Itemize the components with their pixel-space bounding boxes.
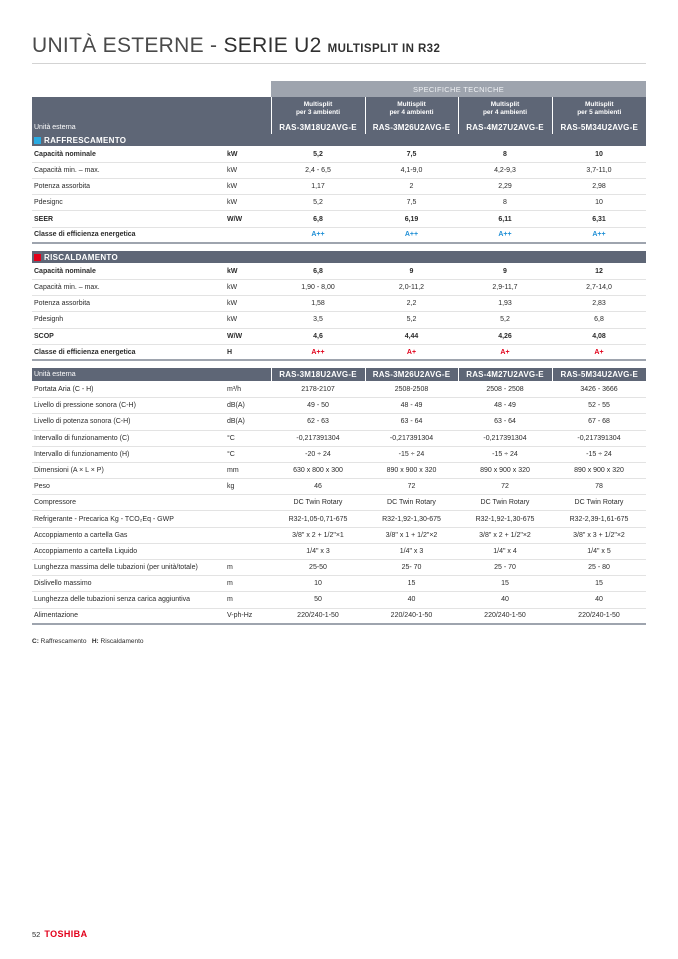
table-row [32, 179, 646, 195]
row-value: 5,2 [365, 312, 458, 328]
table-row [32, 146, 646, 162]
legend-h-key: H: [91, 638, 99, 645]
column-type [552, 97, 646, 121]
table-row [32, 527, 646, 543]
row-unit [225, 495, 271, 511]
row-value: 25 - 80 [552, 560, 646, 576]
row-value: 3/8" x 2 + 1/2"×2 [458, 527, 552, 543]
row-label: Intervallo di funzionamento (C) [32, 430, 225, 446]
row-label: Capacità min. – max. [32, 280, 225, 296]
row-value: A+ [365, 344, 458, 360]
row-value: 63 - 64 [365, 414, 458, 430]
model-name: RAS-3M18U2AVG-E [271, 368, 365, 381]
row-value: 12 [552, 263, 646, 279]
row-label: Potenza assorbita [32, 296, 225, 312]
row-unit: kW [225, 296, 271, 312]
table-row [32, 560, 646, 576]
row-value: 3/8" x 1 + 1/2"×2 [365, 527, 458, 543]
row-unit: °C [225, 446, 271, 462]
row-value: 5,2 [271, 195, 365, 211]
row-unit: m [225, 576, 271, 592]
table-row [32, 430, 646, 446]
title-series: SERIE U2 [223, 34, 322, 57]
row-value: 630 x 800 x 300 [271, 462, 365, 478]
spec-header-row [32, 81, 646, 97]
row-value: R32-2,39-1,61-675 [552, 511, 646, 527]
row-label: SEER [32, 211, 225, 227]
units-header-row [32, 121, 646, 134]
row-value: 48 - 49 [365, 398, 458, 414]
spacer-cell [32, 360, 646, 368]
title-prefix: UNITÀ ESTERNE - [32, 34, 224, 57]
row-unit: °C [225, 430, 271, 446]
model-name: RAS-3M26U2AVG-E [365, 368, 458, 381]
row-value: 72 [458, 479, 552, 495]
row-value: 50 [271, 592, 365, 608]
row-value: 25- 70 [365, 560, 458, 576]
row-value: 6,19 [365, 211, 458, 227]
row-value: 15 [365, 576, 458, 592]
row-value: 40 [365, 592, 458, 608]
table-row [32, 211, 646, 227]
row-unit: kg [225, 479, 271, 495]
row-value: 2508 - 2508 [458, 381, 552, 397]
units-header-row [32, 368, 646, 381]
row-unit: m [225, 592, 271, 608]
row-label: Dimensioni (A × L × P) [32, 462, 225, 478]
row-value: A+ [552, 344, 646, 360]
model-name: RAS-4M27U2AVG-E [458, 368, 552, 381]
row-value: 62 - 63 [271, 414, 365, 430]
row-value: 4,2-9,3 [458, 162, 552, 178]
legend-h-text: Riscaldamento [100, 638, 144, 645]
row-value: 1/4" x 3 [271, 543, 365, 559]
model-name: RAS-4M27U2AVG-E [458, 121, 552, 134]
row-value: A++ [458, 227, 552, 243]
cooling-section-title: RAFFRESCAMENTO [44, 135, 127, 145]
legend-c-text: Raffrescamento [40, 638, 87, 645]
heating-square-icon [34, 254, 41, 261]
model-name: RAS-5M34U2AVG-E [552, 121, 646, 134]
row-value: A++ [271, 344, 365, 360]
row-value: 6,31 [552, 211, 646, 227]
row-value: 2,29 [458, 179, 552, 195]
row-value: 10 [552, 146, 646, 162]
row-value: 220/240-1-50 [552, 608, 646, 624]
row-value: 78 [552, 479, 646, 495]
table-row [32, 344, 646, 360]
row-value: 4,08 [552, 328, 646, 344]
row-value: 1/4" x 4 [458, 543, 552, 559]
table-row [32, 543, 646, 559]
row-label: Pdesignc [32, 195, 225, 211]
column-type-line2: per 3 ambienti [295, 109, 341, 117]
row-unit: kW [225, 162, 271, 178]
row-value: 6,8 [552, 312, 646, 328]
row-value: A++ [552, 227, 646, 243]
row-label: Capacità nominale [32, 263, 225, 279]
table-row [32, 495, 646, 511]
column-type [458, 97, 552, 121]
row-label: Livello di potenza sonora (C-H) [32, 414, 225, 430]
table-row [32, 576, 646, 592]
row-unit: m [225, 560, 271, 576]
row-label: Potenza assorbita [32, 179, 225, 195]
row-unit: kW [225, 179, 271, 195]
row-value: 4,44 [365, 328, 458, 344]
row-value: 4,26 [458, 328, 552, 344]
row-value: 1,93 [458, 296, 552, 312]
row-value: 220/240-1-50 [458, 608, 552, 624]
row-value: A+ [458, 344, 552, 360]
title-divider [32, 63, 646, 64]
row-value: 15 [552, 576, 646, 592]
row-value: 9 [458, 263, 552, 279]
row-unit [225, 527, 271, 543]
row-unit: kW [225, 263, 271, 279]
row-value: 67 - 68 [552, 414, 646, 430]
row-value: -20 ÷ 24 [271, 446, 365, 462]
row-value: 2178-2107 [271, 381, 365, 397]
row-value: -0,217391304 [271, 430, 365, 446]
row-label: Classe di efficienza energetica [32, 227, 225, 243]
row-value: 8 [458, 146, 552, 162]
cooling-square-icon [34, 137, 41, 144]
row-unit: kW [225, 146, 271, 162]
row-value: DC Twin Rotary [458, 495, 552, 511]
row-value: R32-1,05-0,71-675 [271, 511, 365, 527]
row-label: Capacità min. – max. [32, 162, 225, 178]
table-row [32, 263, 646, 279]
row-value: 220/240-1-50 [365, 608, 458, 624]
row-value: 890 x 900 x 320 [458, 462, 552, 478]
row-value: 46 [271, 479, 365, 495]
row-label: Pdesignh [32, 312, 225, 328]
row-unit: V-ph-Hz [225, 608, 271, 624]
row-unit: kW [225, 195, 271, 211]
legend [32, 638, 144, 645]
row-value: 48 - 49 [458, 398, 552, 414]
row-value: 220/240-1-50 [271, 608, 365, 624]
row-unit: W/W [225, 328, 271, 344]
column-type-line2: per 4 ambienti [389, 109, 434, 117]
column-type [365, 97, 458, 121]
row-value: 7,5 [365, 195, 458, 211]
row-value: 2,7-14,0 [552, 280, 646, 296]
row-value: 9 [365, 263, 458, 279]
title-subtitle: MULTISPLIT IN R32 [327, 43, 441, 55]
row-label: Alimentazione [32, 608, 225, 624]
table-row [32, 414, 646, 430]
row-label: Capacità nominale [32, 146, 225, 162]
row-value: 40 [458, 592, 552, 608]
page-title [32, 34, 440, 61]
spacer-cell [32, 243, 646, 251]
table-row [32, 162, 646, 178]
page-footer [32, 929, 87, 939]
row-value: 3,5 [271, 312, 365, 328]
table-row [32, 462, 646, 478]
type-header-row [32, 97, 646, 121]
page-number: 52 [32, 930, 41, 939]
row-value: 25-50 [271, 560, 365, 576]
row-value: 1/4" x 5 [552, 543, 646, 559]
row-value: A++ [365, 227, 458, 243]
row-value: 8 [458, 195, 552, 211]
row-value: 1,17 [271, 179, 365, 195]
row-value: 6,11 [458, 211, 552, 227]
row-value: 5,2 [271, 146, 365, 162]
row-value: A++ [271, 227, 365, 243]
row-unit: W/W [225, 211, 271, 227]
row-label: Livello di pressione sonora (C-H) [32, 398, 225, 414]
row-value: 6,8 [271, 263, 365, 279]
row-value: 72 [365, 479, 458, 495]
row-unit: dB(A) [225, 398, 271, 414]
row-value: 10 [271, 576, 365, 592]
row-unit: H [225, 344, 271, 360]
cooling-section-header [32, 134, 646, 146]
spec-header-title: SPECIFICHE TECNICHE [271, 81, 646, 97]
row-unit: kW [225, 312, 271, 328]
row-value: 2,9-11,7 [458, 280, 552, 296]
row-unit [225, 543, 271, 559]
table-row [32, 328, 646, 344]
row-value: 2,4 - 6,5 [271, 162, 365, 178]
row-label: Accoppiamento a cartella Liquido [32, 543, 225, 559]
row-unit: m³/h [225, 381, 271, 397]
table-row [32, 446, 646, 462]
row-value: 5,2 [458, 312, 552, 328]
row-unit: kW [225, 280, 271, 296]
row-value: 2,0-11,2 [365, 280, 458, 296]
row-value: R32-1,92-1,30-675 [365, 511, 458, 527]
model-name: RAS-3M26U2AVG-E [365, 121, 458, 134]
row-label: Compressore [32, 495, 225, 511]
row-value: 25 - 70 [458, 560, 552, 576]
column-type-line2: per 4 ambienti [482, 109, 528, 117]
row-value: 3/8" x 3 + 1/2"×2 [552, 527, 646, 543]
spec-header-blank [32, 81, 271, 97]
row-value: 6,8 [271, 211, 365, 227]
heating-section-title: RISCALDAMENTO [44, 252, 118, 262]
column-type-line1: Multisplit [303, 101, 333, 109]
row-value: -0,217391304 [552, 430, 646, 446]
row-value: 2508-2508 [365, 381, 458, 397]
row-label: Refrigerante - Precarica Kg - TCO₂Eq - GWP [32, 511, 225, 527]
row-value: 7,5 [365, 146, 458, 162]
model-name: RAS-3M18U2AVG-E [271, 121, 365, 134]
table-row [32, 195, 646, 211]
row-label: Lunghezza massima delle tubazioni (per unità/totale) [32, 560, 225, 576]
row-value: 15 [458, 576, 552, 592]
table-row [32, 511, 646, 527]
heating-section-cell [32, 251, 646, 263]
column-type-line2: per 5 ambienti [577, 109, 622, 117]
row-value: 1,58 [271, 296, 365, 312]
spec-table [32, 81, 646, 625]
row-label: Peso [32, 479, 225, 495]
row-spacer [32, 243, 646, 251]
table-row [32, 296, 646, 312]
table-row [32, 592, 646, 608]
row-unit: mm [225, 462, 271, 478]
row-value: 2,83 [552, 296, 646, 312]
row-value: 3426 - 3666 [552, 381, 646, 397]
row-spacer [32, 360, 646, 368]
row-label: SCOP [32, 328, 225, 344]
table-row [32, 381, 646, 397]
row-unit [225, 227, 271, 243]
type-header-blank [32, 97, 271, 121]
column-type-line1: Multisplit [584, 101, 614, 109]
heating-section-header [32, 251, 646, 263]
legend-c-key: C: [32, 638, 39, 645]
row-value: 63 - 64 [458, 414, 552, 430]
row-value: -15 ÷ 24 [458, 446, 552, 462]
row-label: Accoppiamento a cartella Gas [32, 527, 225, 543]
row-value: 52 - 55 [552, 398, 646, 414]
column-type-line1: Multisplit [490, 101, 520, 109]
column-type-line1: Multisplit [397, 101, 426, 109]
cooling-section-cell [32, 134, 646, 146]
row-value: R32-1,92-1,30-675 [458, 511, 552, 527]
table-row [32, 398, 646, 414]
row-value: 49 - 50 [271, 398, 365, 414]
row-label: Dislivello massimo [32, 576, 225, 592]
row-label: Lunghezza delle tubazioni senza carica aggiuntiva [32, 592, 225, 608]
row-value: 2,2 [365, 296, 458, 312]
row-value: 4,6 [271, 328, 365, 344]
row-value: 4,1-9,0 [365, 162, 458, 178]
row-value: 2,98 [552, 179, 646, 195]
table-row [32, 280, 646, 296]
row-unit [225, 511, 271, 527]
row-value: DC Twin Rotary [271, 495, 365, 511]
row-value: 3/8" x 2 + 1/2"×1 [271, 527, 365, 543]
row-value: 890 x 900 x 320 [365, 462, 458, 478]
row-value: -15 ÷ 24 [365, 446, 458, 462]
row-label: Intervallo di funzionamento (H) [32, 446, 225, 462]
row-value: -0,217391304 [458, 430, 552, 446]
table-row [32, 479, 646, 495]
row-value: DC Twin Rotary [365, 495, 458, 511]
row-value: -15 ÷ 24 [552, 446, 646, 462]
row-value: -0,217391304 [365, 430, 458, 446]
column-type [271, 97, 365, 121]
units-label: Unità esterna [32, 121, 271, 134]
row-value: DC Twin Rotary [552, 495, 646, 511]
table-row [32, 227, 646, 243]
row-value: 890 x 900 x 320 [552, 462, 646, 478]
table-row [32, 312, 646, 328]
row-value: 2 [365, 179, 458, 195]
row-unit: dB(A) [225, 414, 271, 430]
row-label: Portata Aria (C - H) [32, 381, 225, 397]
row-value: 3,7-11,0 [552, 162, 646, 178]
row-value: 10 [552, 195, 646, 211]
units-label: Unità esterna [32, 368, 271, 381]
row-label: Classe di efficienza energetica [32, 344, 225, 360]
brand-logo: TOSHIBA [44, 929, 88, 939]
row-value: 1/4" x 3 [365, 543, 458, 559]
table-row [32, 608, 646, 624]
row-value: 1,90 - 8,00 [271, 280, 365, 296]
row-value: 40 [552, 592, 646, 608]
model-name: RAS-5M34U2AVG-E [552, 368, 646, 381]
